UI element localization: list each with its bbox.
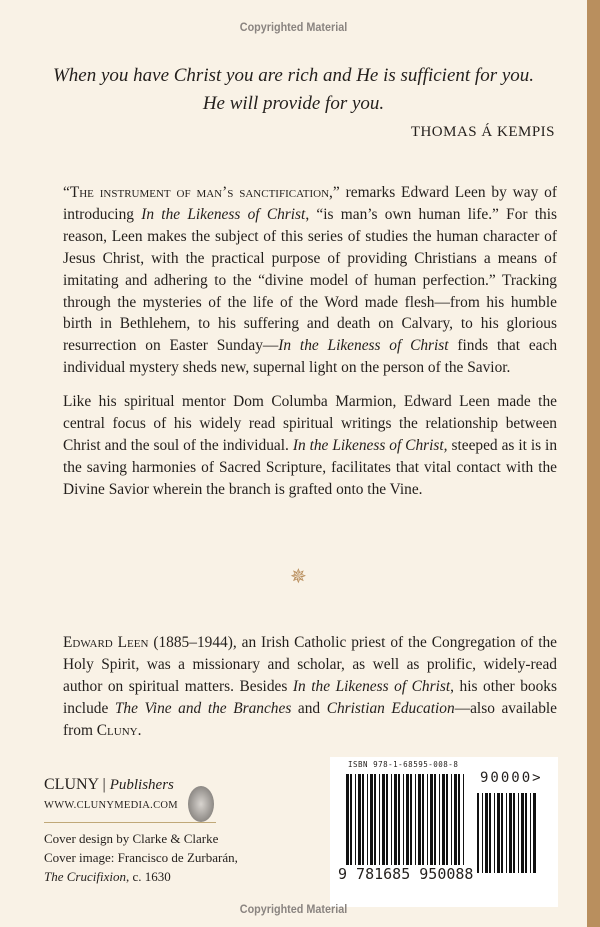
barcode-bar [386, 774, 388, 874]
ean-number: 9 781685 950088 [338, 865, 474, 883]
barcode-bar [374, 774, 376, 874]
text-run: steeped as it is in the saving harmonies of Sacred Scripture, facilitates that vital contact with the Divine Savior wherein the branch is grafted onto the Vine. [63, 436, 558, 498]
text-run: finds that each individual mystery sheds new, supernal light on the person of the Savior. [63, 337, 558, 377]
barcode-bar [497, 793, 500, 873]
cover-design-credit: Cover design by Clarke & Clarke [44, 831, 219, 846]
barcode-bar [494, 793, 495, 873]
barcode-bar [506, 793, 507, 873]
barcode-bar [410, 774, 412, 874]
cover-image-credit: Cover image: Francisco de Zurbarán, [44, 850, 238, 865]
barcode-bar [477, 793, 479, 873]
cover-image-title-line [44, 867, 238, 886]
barcode-bar [482, 793, 483, 873]
publisher-label: CLUNY | [44, 776, 110, 793]
text-run: The Vine and the Branches [114, 699, 292, 717]
painting-date: , c. 1630 [125, 869, 171, 884]
barcode-bar [501, 793, 503, 873]
text-run: Christian Education [326, 699, 455, 717]
barcode-bar [403, 774, 404, 874]
barcode-bar [454, 774, 457, 874]
price-addon: 90000> [480, 770, 543, 786]
epigraph-line: When you have Christ you are rich and He is sufficient for you. [52, 65, 535, 86]
barcode-bar [525, 793, 527, 873]
barcode-bar [422, 774, 424, 874]
barcode-bar [362, 774, 364, 874]
credits [44, 829, 238, 886]
barcode-bar [379, 774, 380, 874]
barcode-bar [485, 793, 488, 873]
author-bio [63, 632, 557, 754]
publisher-url: WWW.CLUNYMEDIA.COM [44, 800, 178, 811]
barcode-bar [439, 774, 440, 874]
barcode-bar [442, 774, 445, 874]
text-run: In the Likeness of Christ, [292, 436, 448, 454]
barcode-bar [367, 774, 368, 874]
barcode-bar [358, 774, 361, 874]
barcode-bar [521, 793, 524, 873]
barcode-bar [509, 793, 512, 873]
painting-title: The Crucifixion [44, 869, 126, 884]
paragraph [63, 182, 557, 379]
barcode-addon-bars [477, 793, 539, 893]
text-run: Edward Leen [63, 634, 149, 651]
text-run: In the Likeness of Christ [278, 337, 449, 355]
barcode-bar [463, 774, 464, 874]
text-run: , “is man’s own human life.” For this reason, Leen makes the subject of this series of studies the human character of Jesus Christ, with the practical purpose of providing Christians a means of imitating and adhering to the “divine model of human perfection.” Tracking through the mysteries of the life of the Word made flesh—from his humble birth in Bethlehem, to his suffering and death on Calvary, to his glorious resurrection on Easter Sunday— [63, 205, 558, 355]
barcode-bar [350, 774, 352, 874]
ornament-icon: ✵ [290, 566, 307, 588]
barcode-bar [355, 774, 356, 874]
barcode-bar [391, 774, 392, 874]
barcode-bar [451, 774, 452, 874]
barcode-bar [394, 774, 397, 874]
barcode-main-bars [346, 774, 468, 874]
barcode-bar [518, 793, 519, 873]
barcode-bar [398, 774, 400, 874]
barcode-bar [415, 774, 416, 874]
barcode-bar [370, 774, 373, 874]
text-run: “The instrument of man’s sanctification,” [63, 184, 340, 201]
barcode-bar [530, 793, 531, 873]
barcode-bar [406, 774, 409, 874]
publisher-name [44, 776, 174, 794]
text-run: —also available from [63, 699, 557, 739]
epigraph [40, 62, 547, 118]
barcode-bar [427, 774, 428, 874]
text-run: and [291, 699, 327, 717]
text-run: , his other books include [63, 677, 557, 717]
epigraph-line: He will provide for you. [202, 93, 385, 114]
text-run: Cluny [96, 721, 138, 739]
divider [44, 822, 216, 823]
barcode-bar [434, 774, 436, 874]
paragraph [63, 391, 557, 501]
barcode-bar [430, 774, 433, 874]
text-run: In the Likeness of Christ [141, 205, 306, 223]
barcode-bar [418, 774, 421, 874]
text-run: remarks Edward Leen by way of introducing [63, 184, 557, 223]
barcode-bar [533, 793, 536, 873]
barcode-bar [489, 793, 491, 873]
text-run: . [137, 721, 142, 739]
description [63, 182, 557, 513]
text-run: Like his spiritual mentor Dom Columba Marmion, Edward Leen made the central focus of his widely read spiritual writings the relationship between Christ and the soul of the individual. [63, 393, 557, 454]
isbn-text: ISBN 978-1-68595-008-8 [348, 760, 459, 769]
text-run: In the Likeness of Christ [292, 677, 451, 695]
barcode-bar [382, 774, 385, 874]
publisher-seal-icon [188, 786, 214, 822]
watermark-bottom: Copyrighted Material [239, 902, 348, 916]
barcode-bar [446, 774, 448, 874]
barcode-bar [346, 774, 349, 874]
watermark-top: Copyrighted Material [239, 20, 348, 34]
publisher-tag: Publishers [109, 777, 174, 793]
barcode [330, 757, 558, 907]
barcode-bar [458, 774, 460, 874]
spine-edge-strip [587, 0, 600, 927]
text-run: (1885–1944), an Irish Catholic priest of the Congregation of the Holy Spirit, was a missionary and scholar, as well as prolific, widely-read author on spiritual matters. Besides [63, 634, 557, 695]
epigraph-author: THOMAS Á KEMPIS [410, 124, 555, 140]
barcode-bar [513, 793, 515, 873]
paragraph [63, 632, 557, 742]
